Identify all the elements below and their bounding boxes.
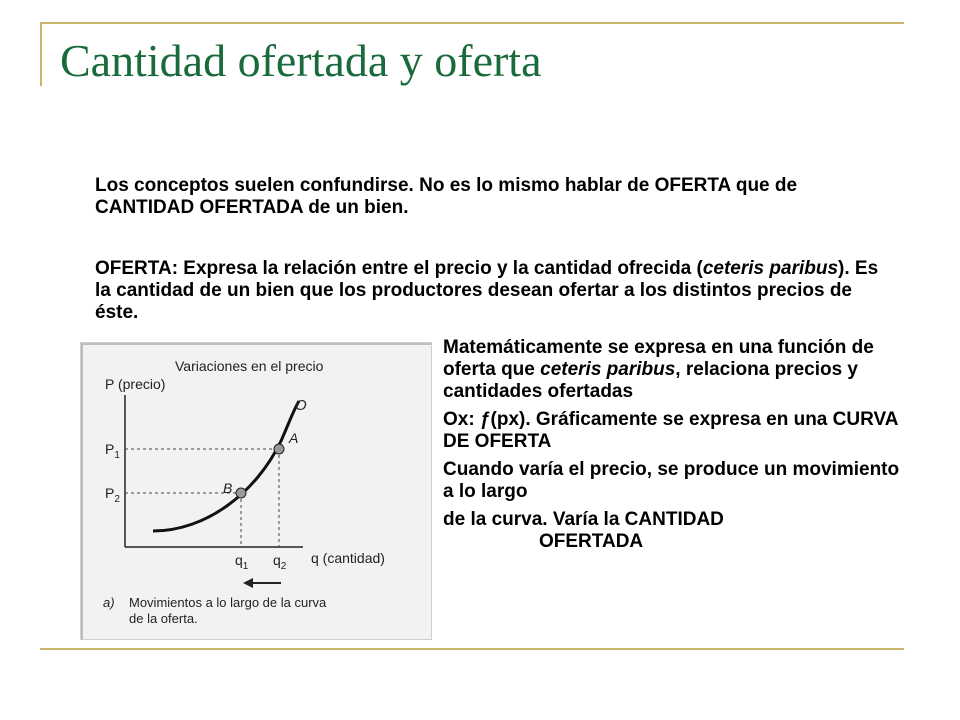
p1-tick-label: $P_1$	[105, 441, 120, 461]
slide-title: Cantidad ofertada y oferta	[60, 35, 542, 86]
x-axis-label: q (cantidad)	[311, 550, 385, 566]
point-b-label: B	[223, 480, 233, 496]
caption-tag: a)	[103, 595, 115, 610]
point-b-marker	[236, 488, 246, 498]
frame-left-line	[40, 22, 42, 86]
function-paragraph: Ox: ƒ(px). Gráficamente se expresa en una CURVA DE OFERTA	[443, 409, 898, 452]
math-text-b: , relaciona precios y cantidades ofertadas	[443, 359, 858, 402]
math-italic: ceteris paribus	[540, 359, 676, 380]
caption-line-2: de la oferta.	[129, 611, 198, 626]
y-axis-label: P (precio)	[105, 376, 166, 392]
point-a-label: A	[289, 430, 299, 446]
price-change-paragraph: Cuando varía el precio, se produce un movimiento a lo largo	[443, 459, 900, 502]
caption-line-1: Movimientos a lo largo de la curva	[129, 595, 327, 610]
right-column	[443, 337, 913, 559]
q2-tick-label: $q_2$	[273, 552, 287, 572]
curve-label-o: O	[295, 397, 307, 414]
math-paragraph	[443, 337, 913, 403]
q1-tick-label: $q_1$	[235, 552, 249, 572]
p2-tick-label: $P_2$	[105, 485, 120, 505]
frame-top-line	[40, 22, 904, 24]
supply-curve	[153, 401, 299, 531]
definition-text-a: OFERTA: Expresa la relación entre el precio y la cantidad ofrecida (	[95, 258, 703, 279]
intro-paragraph: Los conceptos suelen confundirse. No es lo mismo hablar de OFERTA que de CANTIDAD OFERTADA de un bien.	[95, 175, 798, 218]
movement-arrow-head	[243, 578, 253, 588]
definition-paragraph	[95, 258, 895, 324]
point-a-marker	[274, 444, 284, 454]
supply-curve-figure	[80, 342, 432, 640]
definition-text-b: ). Es la cantidad de un bien que los productores desean ofertar a los distintos precios de éste.	[95, 258, 879, 323]
supply-curve-diagram	[81, 343, 431, 639]
figure-heading: Variaciones en el precio	[175, 358, 324, 374]
math-text-a: Matemáticamente se expresa en una función de oferta que	[443, 337, 874, 380]
quantity-change-paragraph	[443, 509, 913, 553]
definition-italic: ceteris paribus	[702, 258, 839, 279]
frame-bottom-line	[40, 648, 904, 650]
quantity-change-line-2: OFERTADA	[539, 531, 644, 552]
quantity-change-line-1: de la curva. Varía la CANTIDAD	[443, 509, 724, 530]
